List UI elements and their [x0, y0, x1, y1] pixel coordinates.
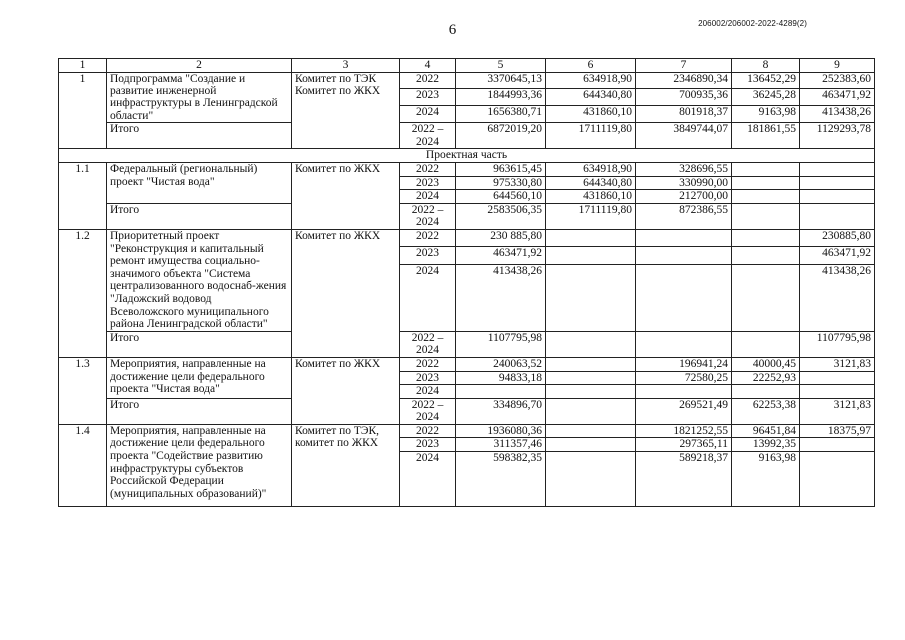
- empty-cell: [732, 203, 800, 229]
- total-row: [59, 203, 875, 229]
- year-cell: 2022: [400, 424, 456, 438]
- empty-cell: [800, 438, 875, 452]
- total-row: [59, 123, 875, 149]
- item-name: Мероприятия, направленные на достижение цели федерального проекта "Содействие развитию инфраструктуры субъектов Российской Федерации (муниципальных образований)": [107, 424, 292, 506]
- value-cell: 22252,93: [732, 371, 800, 385]
- value-cell: 1711119,80: [546, 123, 636, 149]
- empty-cell: [732, 264, 800, 331]
- value-cell: 431860,10: [546, 190, 636, 204]
- value-cell: 589218,37: [636, 452, 732, 507]
- empty-cell: [546, 424, 636, 438]
- value-cell: 413438,26: [800, 106, 875, 123]
- empty-cell: [800, 452, 875, 507]
- empty-cell: [732, 385, 800, 399]
- value-cell: 1656380,71: [456, 106, 546, 123]
- empty-cell: [732, 190, 800, 204]
- table-row: [59, 424, 875, 438]
- value-cell: 598382,35: [456, 452, 546, 507]
- value-cell: 634918,90: [546, 72, 636, 89]
- responsible: Комитет по ТЭК Комитет по ЖКХ: [292, 72, 400, 149]
- value-cell: 3849744,07: [636, 123, 732, 149]
- value-cell: 644340,80: [546, 176, 636, 190]
- total-label: Итого: [107, 331, 292, 357]
- value-cell: 269521,49: [636, 398, 732, 424]
- year-cell: 2024: [400, 452, 456, 507]
- header-cell: 7: [636, 59, 732, 73]
- value-cell: 9163,98: [732, 106, 800, 123]
- value-cell: 1107795,98: [456, 331, 546, 357]
- empty-cell: [546, 357, 636, 371]
- value-cell: 463471,92: [800, 89, 875, 106]
- item-name: Мероприятия, направленные на достижение цели федерального проекта "Чистая вода": [107, 357, 292, 398]
- empty-cell: [732, 331, 800, 357]
- value-cell: 230 885,80: [456, 229, 546, 246]
- header-cell: 5: [456, 59, 546, 73]
- header-row: [59, 59, 875, 73]
- value-cell: 463471,92: [800, 247, 875, 264]
- value-cell: 634918,90: [546, 163, 636, 177]
- header-cell: 8: [732, 59, 800, 73]
- value-cell: 2346890,34: [636, 72, 732, 89]
- year-cell: 2024: [400, 264, 456, 331]
- value-cell: 230885,80: [800, 229, 875, 246]
- total-label: Итого: [107, 398, 292, 424]
- responsible: Комитет по ЖКХ: [292, 229, 400, 357]
- section-row: [59, 149, 875, 163]
- year-cell: 2024: [400, 106, 456, 123]
- year-range: 2022 – 2024: [400, 203, 456, 229]
- page-number: 6: [448, 22, 457, 38]
- value-cell: 963615,45: [456, 163, 546, 177]
- value-cell: 18375,97: [800, 424, 875, 438]
- value-cell: 3370645,13: [456, 72, 546, 89]
- empty-cell: [800, 190, 875, 204]
- value-cell: 196941,24: [636, 357, 732, 371]
- value-cell: 644340,80: [546, 89, 636, 106]
- value-cell: 463471,92: [456, 247, 546, 264]
- empty-cell: [636, 331, 732, 357]
- empty-cell: [732, 247, 800, 264]
- value-cell: 13992,35: [732, 438, 800, 452]
- value-cell: 9163,98: [732, 452, 800, 507]
- empty-cell: [546, 438, 636, 452]
- empty-cell: [800, 203, 875, 229]
- total-row: [59, 331, 875, 357]
- year-cell: 2023: [400, 89, 456, 106]
- row-number: 1.1: [59, 163, 107, 230]
- header-cell: 3: [292, 59, 400, 73]
- empty-cell: [546, 398, 636, 424]
- year-cell: 2022: [400, 163, 456, 177]
- header-cell: 1: [59, 59, 107, 73]
- total-label: Итого: [107, 203, 292, 229]
- empty-cell: [546, 371, 636, 385]
- year-range: 2022 – 2024: [400, 331, 456, 357]
- year-cell: 2024: [400, 385, 456, 399]
- value-cell: 181861,55: [732, 123, 800, 149]
- empty-cell: [800, 176, 875, 190]
- value-cell: 334896,70: [456, 398, 546, 424]
- value-cell: 330990,00: [636, 176, 732, 190]
- empty-cell: [546, 331, 636, 357]
- header-cell: 9: [800, 59, 875, 73]
- value-cell: 3121,83: [800, 357, 875, 371]
- value-cell: 40000,45: [732, 357, 800, 371]
- value-cell: 328696,55: [636, 163, 732, 177]
- empty-cell: [456, 385, 546, 399]
- year-range: 2022 – 2024: [400, 123, 456, 149]
- empty-cell: [546, 385, 636, 399]
- empty-cell: [636, 264, 732, 331]
- year-cell: 2022: [400, 72, 456, 89]
- value-cell: 1821252,55: [636, 424, 732, 438]
- empty-cell: [546, 229, 636, 246]
- value-cell: 1129293,78: [800, 123, 875, 149]
- empty-cell: [732, 163, 800, 177]
- empty-cell: [732, 176, 800, 190]
- document-id: 206002/206002-2022-4289(2): [698, 19, 807, 28]
- empty-cell: [546, 247, 636, 264]
- year-cell: 2024: [400, 190, 456, 204]
- year-cell: 2023: [400, 371, 456, 385]
- header-cell: 6: [546, 59, 636, 73]
- value-cell: 240063,52: [456, 357, 546, 371]
- responsible: Комитет по ТЭК, комитет по ЖКХ: [292, 424, 400, 506]
- value-cell: 96451,84: [732, 424, 800, 438]
- item-name: Федеральный (региональный) проект "Чистая вода": [107, 163, 292, 204]
- table-row: [59, 229, 875, 246]
- value-cell: 36245,28: [732, 89, 800, 106]
- year-range: 2022 – 2024: [400, 398, 456, 424]
- table-row: [59, 163, 875, 177]
- table-row: [59, 72, 875, 89]
- year-cell: 2022: [400, 229, 456, 246]
- value-cell: 413438,26: [800, 264, 875, 331]
- value-cell: 62253,38: [732, 398, 800, 424]
- value-cell: 2583506,35: [456, 203, 546, 229]
- value-cell: 1844993,36: [456, 89, 546, 106]
- year-cell: 2023: [400, 438, 456, 452]
- total-row: [59, 398, 875, 424]
- value-cell: 1107795,98: [800, 331, 875, 357]
- value-cell: 212700,00: [636, 190, 732, 204]
- table-row: [59, 357, 875, 371]
- value-cell: 3121,83: [800, 398, 875, 424]
- empty-cell: [546, 264, 636, 331]
- responsible: Комитет по ЖКХ: [292, 163, 400, 230]
- value-cell: 644560,10: [456, 190, 546, 204]
- value-cell: 413438,26: [456, 264, 546, 331]
- empty-cell: [636, 229, 732, 246]
- responsible: Комитет по ЖКХ: [292, 357, 400, 424]
- row-number: 1: [59, 72, 107, 149]
- total-label: Итого: [107, 123, 292, 149]
- value-cell: 311357,46: [456, 438, 546, 452]
- year-cell: 2023: [400, 247, 456, 264]
- header-cell: 4: [400, 59, 456, 73]
- empty-cell: [800, 163, 875, 177]
- year-cell: 2022: [400, 357, 456, 371]
- empty-cell: [546, 452, 636, 507]
- value-cell: 6872019,20: [456, 123, 546, 149]
- year-cell: 2023: [400, 176, 456, 190]
- value-cell: 94833,18: [456, 371, 546, 385]
- empty-cell: [636, 385, 732, 399]
- empty-cell: [800, 385, 875, 399]
- empty-cell: [636, 247, 732, 264]
- item-name: Приоритетный проект "Реконструкция и капитальный ремонт имущества социально-значимого объекта "Система централизованного водоснаб-жения "Ладожский водовод Всеволожского муниципального района Ленинградской области": [107, 229, 292, 331]
- value-cell: 297365,11: [636, 438, 732, 452]
- header-cell: 2: [107, 59, 292, 73]
- value-cell: 1936080,36: [456, 424, 546, 438]
- value-cell: 872386,55: [636, 203, 732, 229]
- empty-cell: [732, 229, 800, 246]
- row-number: 1.2: [59, 229, 107, 357]
- value-cell: 136452,29: [732, 72, 800, 89]
- value-cell: 700935,36: [636, 89, 732, 106]
- empty-cell: [800, 371, 875, 385]
- item-name: Подпрограмма "Создание и развитие инженерной инфраструктуры в Ленинградской области": [107, 72, 292, 123]
- row-number: 1.3: [59, 357, 107, 424]
- section-label: Проектная часть: [59, 149, 875, 163]
- value-cell: 431860,10: [546, 106, 636, 123]
- budget-table: [58, 58, 875, 507]
- value-cell: 252383,60: [800, 72, 875, 89]
- value-cell: 801918,37: [636, 106, 732, 123]
- value-cell: 975330,80: [456, 176, 546, 190]
- value-cell: 72580,25: [636, 371, 732, 385]
- row-number: 1.4: [59, 424, 107, 506]
- value-cell: 1711119,80: [546, 203, 636, 229]
